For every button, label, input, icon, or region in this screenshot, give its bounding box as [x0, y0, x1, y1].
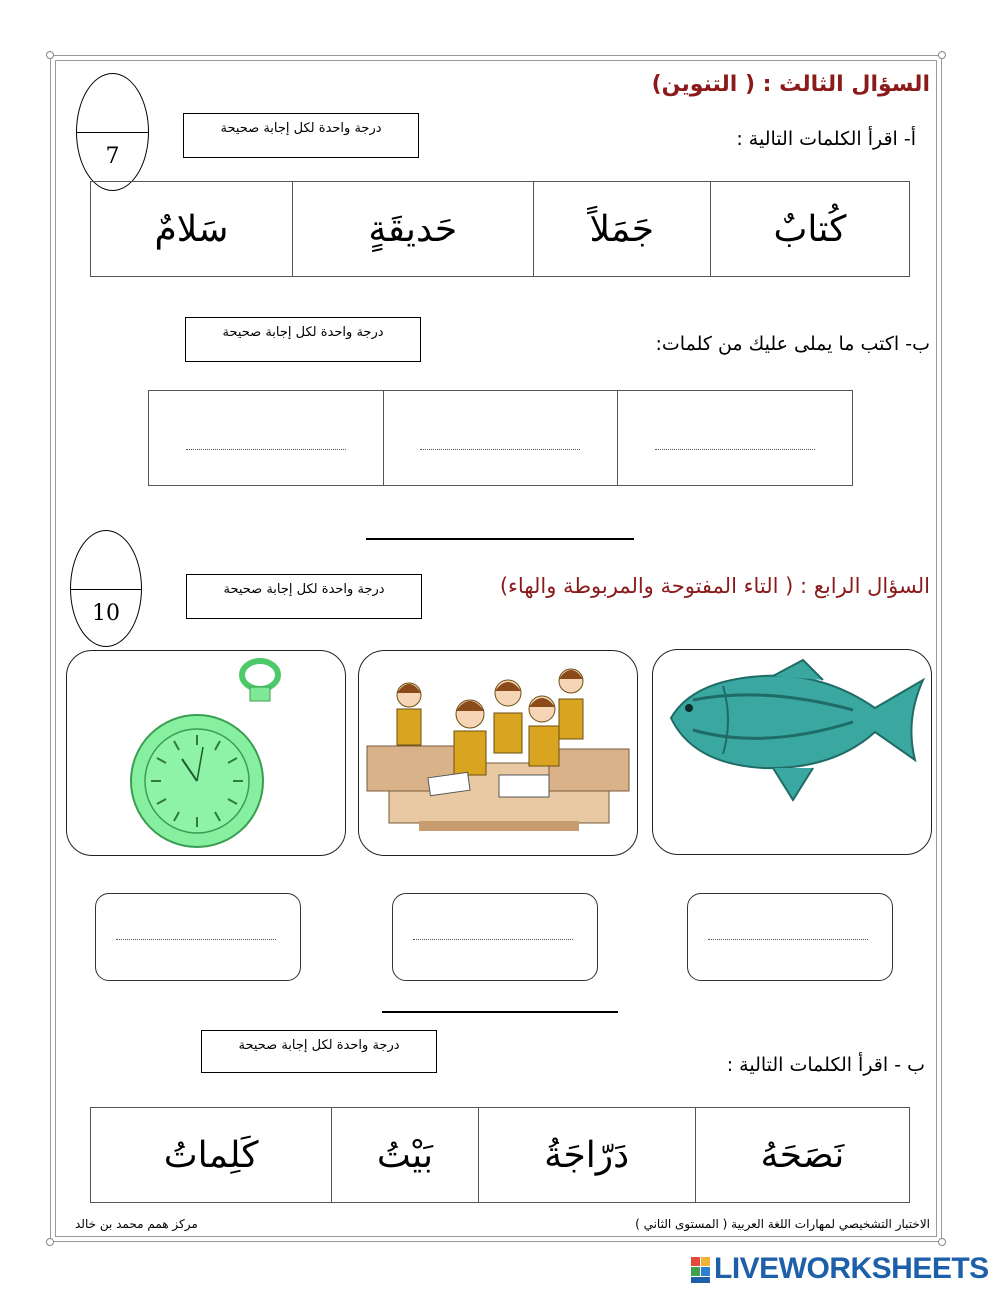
q3-score-oval: [76, 73, 149, 191]
q3-score-total: 7: [105, 144, 120, 169]
answer-box[interactable]: [687, 893, 893, 981]
q4b-grade-note: درجة واحدة لكل إجابة صحيحة: [201, 1030, 437, 1073]
liveworksheets-brand-text: LIVEWORKSHEETS: [714, 1252, 989, 1285]
q3a-grade-note: درجة واحدة لكل إجابة صحيحة: [183, 113, 419, 158]
q4b-word: كَلِماتُ: [91, 1108, 332, 1203]
answer-box[interactable]: [95, 893, 301, 981]
q4-grade-note: درجة واحدة لكل إجابة صحيحة: [186, 574, 422, 619]
picture-card-fish: [652, 649, 932, 855]
q3a-word: كُتابٌ: [710, 182, 909, 277]
q4b-word: نَصَحَهُ: [695, 1108, 909, 1203]
frame-corner-ornament: [938, 51, 946, 59]
q4b-words-table: [90, 1107, 910, 1203]
section-divider: [366, 538, 634, 540]
q3a-words-table: [90, 181, 910, 277]
dictation-answer-cell[interactable]: [383, 391, 618, 486]
q4b-word: دَرّاجَةُ: [478, 1108, 695, 1203]
q3a-word: حَديقَةٍ: [292, 182, 533, 277]
frame-corner-ornament: [938, 1238, 946, 1246]
q4b-word: بَيْتُ: [332, 1108, 478, 1203]
q4-score-oval: [70, 530, 142, 647]
q4b-instruction: ب - اقرأ الكلمات التالية :: [726, 1054, 925, 1076]
dictation-answer-cell[interactable]: [618, 391, 853, 486]
q4-score-total: 10: [92, 601, 120, 626]
picture-card-classroom: [358, 650, 638, 856]
stopwatch-icon: [67, 651, 346, 856]
liveworksheets-logo[interactable]: [690, 1252, 990, 1288]
frame-corner-ornament: [46, 1238, 54, 1246]
q3b-instruction: ب- اكتب ما يملى عليك من كلمات:: [655, 333, 930, 355]
q4-title: السؤال الرابع : ( التاء المفتوحة والمربوطة والهاء): [499, 574, 930, 598]
q3-title: السؤال الثالث : ( التنوين): [651, 72, 930, 97]
q3b-grade-note: درجة واحدة لكل إجابة صحيحة: [185, 317, 421, 362]
q3a-word: جَمَلاً: [533, 182, 710, 277]
q3b-dictation-table: [148, 390, 853, 486]
footer-exam-title: الاختبار التشخيصي لمهارات اللغة العربية ( المستوى الثاني ): [635, 1217, 930, 1231]
fish-icon: [653, 650, 932, 855]
answer-box[interactable]: [392, 893, 598, 981]
classroom-girls-icon: [359, 651, 638, 856]
q3a-word: سَلامٌ: [91, 182, 293, 277]
frame-corner-ornament: [46, 51, 54, 59]
section-divider: [382, 1011, 618, 1013]
picture-card-stopwatch: [66, 650, 346, 856]
dictation-answer-cell[interactable]: [149, 391, 384, 486]
q3a-instruction: أ- اقرأ الكلمات التالية :: [736, 128, 916, 150]
footer-center-name: مركز همم محمد بن خالد: [75, 1217, 198, 1231]
